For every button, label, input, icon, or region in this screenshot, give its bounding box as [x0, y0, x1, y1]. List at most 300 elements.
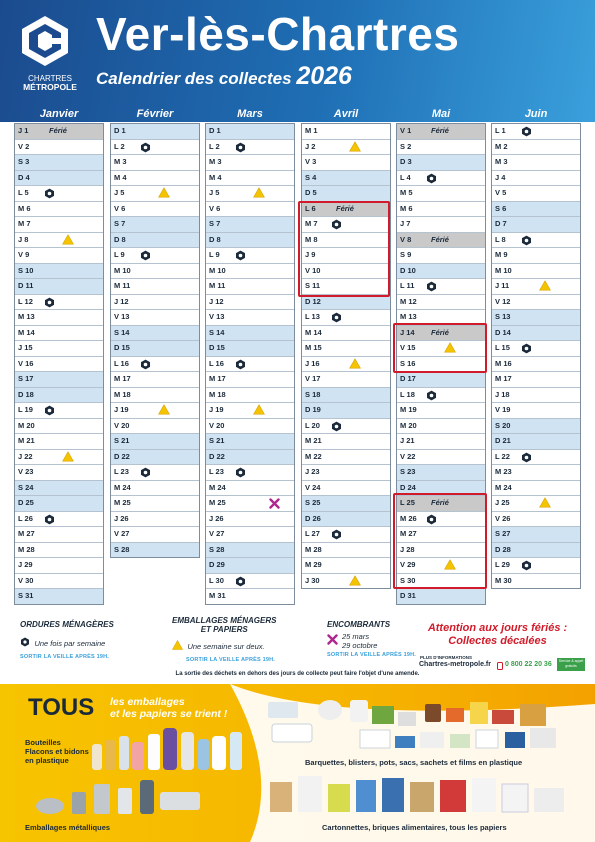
day-label: J 21 — [400, 436, 415, 445]
day-label: M 10 — [209, 265, 226, 275]
day-row — [492, 512, 580, 528]
day-row — [492, 171, 580, 187]
day-row — [206, 434, 294, 450]
day-row — [492, 481, 580, 497]
cross-icon — [327, 634, 338, 645]
day-row — [111, 264, 199, 280]
day-label: V 20 — [209, 420, 225, 430]
day-label: M 24 — [209, 482, 226, 492]
day-label: J 5 — [114, 188, 125, 197]
month-name: Janvier — [39, 108, 79, 120]
day-label: D 15 — [209, 343, 225, 352]
day-label: D 31 — [400, 591, 416, 600]
day-row — [302, 341, 390, 357]
category-plastic: Barquettes, blisters, pots, sacs, sachets et films en plastique — [305, 758, 523, 767]
day-label: V 27 — [209, 529, 225, 538]
holiday-label: Férié — [336, 203, 354, 213]
logo-label: CHARTRES MÉTROPOLE — [23, 74, 77, 92]
day-label: S 11 — [305, 281, 321, 290]
hexagon-icon — [331, 421, 342, 432]
day-label: D 1 — [114, 126, 126, 135]
day-row — [302, 357, 390, 373]
triangle-icon — [539, 280, 551, 291]
day-label: L 16 — [114, 358, 129, 368]
day-label: J 12 — [209, 296, 224, 306]
day-row — [15, 279, 103, 295]
day-row — [206, 295, 294, 311]
month-name: Mai — [431, 108, 451, 120]
day-label: S 24 — [18, 482, 34, 492]
day-label: L 4 — [400, 172, 411, 182]
day-row — [302, 527, 390, 543]
day-row — [492, 403, 580, 419]
day-row — [492, 372, 580, 388]
day-row — [206, 248, 294, 264]
day-label: J 2 — [305, 141, 316, 151]
hexagon-icon — [521, 452, 532, 463]
legend-om-sortir: SORTIR LA VEILLE APRÈS 19H. — [20, 654, 110, 660]
hexagon-icon — [235, 467, 246, 478]
day-label: L 9 — [209, 250, 220, 259]
day-label: S 27 — [495, 529, 511, 538]
day-label: M 11 — [209, 281, 226, 290]
legend-emb-desc: Une semaine sur deux. — [187, 642, 265, 651]
day-label: M 3 — [209, 157, 222, 166]
day-label: L 26 — [18, 513, 33, 523]
day-row — [206, 512, 294, 528]
day-label: M 30 — [495, 575, 512, 585]
day-label: M 1 — [305, 126, 318, 135]
holiday-highlight-mai-25 — [393, 493, 487, 589]
day-row — [15, 403, 103, 419]
day-label: J 25 — [495, 498, 510, 507]
category-cartons: Cartonnettes, briques alimentaires, tous les papiers — [322, 823, 507, 832]
day-label: J 4 — [495, 172, 506, 182]
day-label: V 6 — [209, 203, 221, 213]
day-row — [206, 202, 294, 218]
day-row — [15, 357, 103, 373]
day-row — [302, 124, 390, 140]
category-metal: Emballages métalliques — [25, 823, 111, 832]
month-janvier — [14, 106, 104, 605]
hexagon-icon — [140, 359, 151, 370]
day-label: L 30 — [209, 575, 224, 585]
day-row — [206, 140, 294, 156]
day-row — [111, 326, 199, 342]
day-label: M 25 — [114, 498, 131, 507]
day-row — [111, 434, 199, 450]
metal-packaging-icon — [36, 780, 200, 814]
day-label: D 25 — [18, 498, 34, 507]
day-label: D 28 — [495, 544, 511, 554]
day-row — [492, 155, 580, 171]
day-label: D 11 — [18, 281, 34, 290]
day-label: V 19 — [495, 405, 511, 414]
day-row — [206, 496, 294, 512]
triangle-icon — [349, 141, 361, 152]
day-label: M 14 — [18, 327, 35, 337]
day-label: M 10 — [495, 265, 512, 275]
day-label: S 28 — [114, 544, 130, 554]
day-label: V 22 — [400, 451, 416, 461]
category-bottles: Bouteilles Flacons et bidons en plastique — [25, 738, 89, 765]
bottles-icon — [92, 728, 242, 770]
day-label: M 3 — [114, 157, 127, 166]
legend-enc-sortir: SORTIR LA VEILLE APRÈS 19H. — [327, 652, 417, 658]
day-label: D 22 — [209, 451, 225, 461]
day-label: D 29 — [209, 560, 225, 569]
day-label: M 10 — [114, 265, 131, 275]
day-row — [397, 217, 485, 233]
day-label: V 30 — [18, 575, 34, 585]
day-label: S 31 — [18, 591, 34, 600]
holiday-label: Férié — [49, 126, 67, 135]
day-label: V 17 — [305, 374, 321, 383]
day-row — [206, 527, 294, 543]
calendar-subtitle: Calendrier des collectes 2026 — [96, 62, 352, 90]
day-label: M 21 — [18, 436, 35, 445]
day-row — [206, 217, 294, 233]
day-label: V 13 — [114, 312, 130, 321]
day-row — [206, 341, 294, 357]
month-days — [205, 123, 295, 605]
day-row — [15, 264, 103, 280]
day-row — [397, 233, 485, 249]
day-row — [302, 512, 390, 528]
day-label: L 1 — [495, 126, 506, 135]
phone-number[interactable]: 0 800 22 20 36 — [505, 661, 552, 668]
day-row — [492, 326, 580, 342]
day-label: V 12 — [495, 296, 511, 306]
day-label: M 17 — [114, 374, 131, 383]
day-row — [492, 217, 580, 233]
day-label: J 19 — [114, 405, 129, 414]
month-février — [110, 106, 200, 558]
day-label: S 23 — [400, 467, 416, 476]
day-label: S 21 — [209, 436, 225, 445]
day-row — [397, 186, 485, 202]
day-row — [302, 310, 390, 326]
day-label: M 24 — [495, 482, 512, 492]
day-row — [302, 403, 390, 419]
day-row — [492, 434, 580, 450]
triangle-icon — [172, 640, 183, 650]
day-row — [206, 589, 294, 604]
hexagon-icon — [426, 281, 437, 292]
day-row — [302, 574, 390, 589]
day-row — [15, 512, 103, 528]
day-label: M 11 — [114, 281, 131, 290]
hexagon-icon — [521, 126, 532, 137]
hexagon-icon — [521, 235, 532, 246]
day-row — [492, 419, 580, 435]
day-label: S 7 — [114, 219, 126, 228]
day-row — [15, 496, 103, 512]
day-label: M 27 — [400, 529, 417, 538]
day-label: L 22 — [495, 451, 510, 461]
day-row — [397, 372, 485, 388]
day-label: L 18 — [400, 389, 415, 399]
day-label: M 31 — [209, 591, 226, 600]
triangle-icon — [158, 187, 170, 198]
day-label: V 3 — [305, 157, 317, 166]
hexagon-icon — [521, 560, 532, 571]
day-row — [397, 264, 485, 280]
day-label: M 16 — [495, 358, 512, 368]
triangle-icon — [62, 451, 74, 462]
hexagon-icon — [426, 390, 437, 401]
day-label: S 7 — [209, 219, 221, 228]
day-row — [397, 140, 485, 156]
month-name: Février — [136, 108, 174, 120]
day-row — [397, 465, 485, 481]
day-row — [111, 388, 199, 404]
day-row — [492, 310, 580, 326]
legend-enc-title: ENCOMBRANTS — [327, 620, 391, 629]
holiday-label: Férié — [431, 234, 449, 244]
day-row — [15, 140, 103, 156]
day-label: J 9 — [305, 250, 316, 259]
day-label: M 20 — [400, 420, 417, 430]
website-link[interactable]: Chartres-metropole.fr — [419, 661, 491, 668]
day-label: V 5 — [495, 188, 507, 197]
triangle-icon — [253, 404, 265, 415]
day-row — [492, 279, 580, 295]
contact-info — [405, 655, 585, 672]
day-row — [111, 496, 199, 512]
day-row — [397, 155, 485, 171]
day-row — [492, 140, 580, 156]
legend-emb-sortir: SORTIR LA VEILLE APRÈS 19H. — [186, 657, 276, 663]
day-label: S 9 — [400, 250, 412, 259]
day-label: M 7 — [18, 219, 31, 228]
day-label: D 8 — [209, 234, 221, 244]
day-label: D 3 — [400, 157, 412, 166]
day-label: D 1 — [209, 126, 221, 135]
day-label: J 22 — [18, 451, 33, 461]
day-row — [492, 186, 580, 202]
day-row — [111, 217, 199, 233]
day-label: L 6 — [305, 203, 316, 213]
day-label: L 23 — [209, 467, 224, 476]
month-name: Juin — [524, 108, 548, 120]
day-label: D 21 — [495, 436, 511, 445]
tous-title: TOUS — [28, 694, 95, 721]
day-row — [302, 496, 390, 512]
day-label: D 15 — [114, 343, 130, 352]
day-row — [15, 341, 103, 357]
triangle-icon — [349, 358, 361, 369]
day-label: M 4 — [209, 172, 222, 182]
day-label: M 18 — [114, 389, 131, 399]
month-days — [110, 123, 200, 558]
day-row — [302, 419, 390, 435]
day-row — [15, 558, 103, 574]
hexagon-icon — [44, 297, 55, 308]
day-row — [111, 403, 199, 419]
day-label: M 13 — [400, 312, 417, 321]
day-row — [15, 186, 103, 202]
day-row — [15, 202, 103, 218]
hexagon-icon — [140, 250, 151, 261]
month-avril — [301, 106, 391, 589]
day-row — [397, 434, 485, 450]
day-row — [206, 155, 294, 171]
day-label: J 12 — [114, 296, 129, 306]
day-row — [492, 264, 580, 280]
month-name: Mars — [237, 108, 263, 120]
day-row — [111, 295, 199, 311]
day-label: V 9 — [18, 250, 30, 259]
day-label: S 14 — [209, 327, 225, 337]
day-label: S 14 — [114, 327, 130, 337]
day-label: L 27 — [305, 529, 320, 538]
day-row — [206, 543, 294, 559]
day-row — [302, 450, 390, 466]
day-label: M 6 — [18, 203, 31, 213]
day-label: J 23 — [305, 467, 320, 476]
triangle-icon — [62, 234, 74, 245]
day-label: V 6 — [114, 203, 126, 213]
legend-om-desc: Une fois par semaine — [34, 639, 106, 648]
legend-emb-title: EMBALLAGES MÉNAGERS ET PAPIERS — [172, 616, 277, 634]
day-label: M 27 — [18, 529, 35, 538]
day-label: M 5 — [400, 188, 413, 197]
day-row — [492, 357, 580, 373]
day-label: S 3 — [18, 157, 30, 166]
day-row — [206, 403, 294, 419]
day-row — [492, 388, 580, 404]
day-label: M 18 — [209, 389, 226, 399]
day-row — [206, 264, 294, 280]
info-label: PLUS D'INFORMATIONS — [420, 655, 472, 660]
day-label: D 19 — [305, 405, 321, 414]
legend-enc — [327, 620, 416, 658]
day-label: M 24 — [114, 482, 131, 492]
hexagon-icon — [140, 142, 151, 153]
day-label: L 16 — [209, 358, 224, 368]
day-row — [206, 481, 294, 497]
triangle-icon — [158, 404, 170, 415]
day-row — [302, 465, 390, 481]
day-label: M 19 — [400, 405, 417, 414]
day-row — [492, 248, 580, 264]
day-label: V 15 — [400, 343, 416, 352]
day-label: S 25 — [305, 498, 321, 507]
month-days — [14, 123, 104, 605]
day-label: L 25 — [400, 498, 415, 507]
legend-om-title: ORDURES MÉNAGÈRES — [20, 620, 114, 629]
recycling-section — [0, 684, 595, 842]
day-row — [492, 341, 580, 357]
day-row — [397, 248, 485, 264]
day-row — [397, 124, 485, 140]
hexagon-icon — [44, 188, 55, 199]
day-label: L 2 — [209, 141, 220, 151]
day-row — [397, 403, 485, 419]
day-label: M 3 — [495, 157, 508, 166]
day-label: L 15 — [495, 343, 510, 352]
day-label: J 18 — [495, 389, 510, 399]
day-label: S 10 — [18, 265, 34, 275]
day-label: M 23 — [495, 467, 512, 476]
day-row — [111, 543, 199, 558]
day-row — [15, 589, 103, 604]
hexagon-icon — [331, 529, 342, 540]
day-label: S 16 — [400, 358, 416, 368]
day-row — [397, 202, 485, 218]
day-label: J 19 — [209, 405, 224, 414]
day-row — [492, 558, 580, 574]
day-row — [15, 372, 103, 388]
day-label: J 8 — [18, 234, 29, 244]
day-row — [15, 388, 103, 404]
day-label: J 26 — [114, 513, 129, 523]
holiday-label: Férié — [431, 327, 449, 337]
day-label: V 23 — [18, 467, 34, 476]
day-row — [302, 155, 390, 171]
day-label: D 22 — [114, 451, 130, 461]
day-row — [302, 434, 390, 450]
day-row — [111, 233, 199, 249]
day-row — [492, 124, 580, 140]
day-row — [15, 527, 103, 543]
fine-notice: La sortie des déchets en dehors des jours de collecte peut faire l'objet d'une amende. — [175, 671, 420, 677]
phone-icon — [497, 662, 503, 670]
day-label: S 30 — [400, 575, 416, 585]
hexagon-icon — [521, 343, 532, 354]
triangle-icon — [539, 497, 551, 508]
day-label: V 27 — [114, 529, 130, 538]
day-row — [111, 357, 199, 373]
day-label: M 14 — [305, 327, 322, 337]
day-row — [15, 419, 103, 435]
day-row — [492, 465, 580, 481]
day-row — [111, 248, 199, 264]
day-row — [206, 372, 294, 388]
hexagon-icon — [235, 142, 246, 153]
day-row — [206, 124, 294, 140]
day-label: M 20 — [18, 420, 35, 430]
day-row — [111, 481, 199, 497]
day-row — [302, 171, 390, 187]
day-row — [15, 248, 103, 264]
day-row — [302, 186, 390, 202]
day-label: L 19 — [18, 405, 33, 414]
day-label: J 1 — [18, 126, 29, 135]
month-days — [491, 123, 581, 589]
day-label: M 6 — [400, 203, 413, 213]
day-label: M 22 — [305, 451, 322, 461]
day-row — [302, 481, 390, 497]
day-row — [206, 171, 294, 187]
day-label: D 4 — [18, 172, 30, 182]
day-label: J 16 — [305, 358, 320, 368]
day-row — [15, 233, 103, 249]
legend-om — [20, 620, 114, 660]
day-row — [111, 372, 199, 388]
day-label: S 2 — [400, 141, 412, 151]
triangle-icon — [349, 575, 361, 586]
header-banner — [0, 0, 595, 122]
day-label: V 20 — [114, 420, 130, 430]
day-label: S 6 — [495, 203, 507, 213]
day-label: M 29 — [305, 560, 322, 569]
day-row — [15, 450, 103, 466]
day-label: L 11 — [400, 281, 415, 290]
day-row — [15, 295, 103, 311]
day-row — [397, 295, 485, 311]
